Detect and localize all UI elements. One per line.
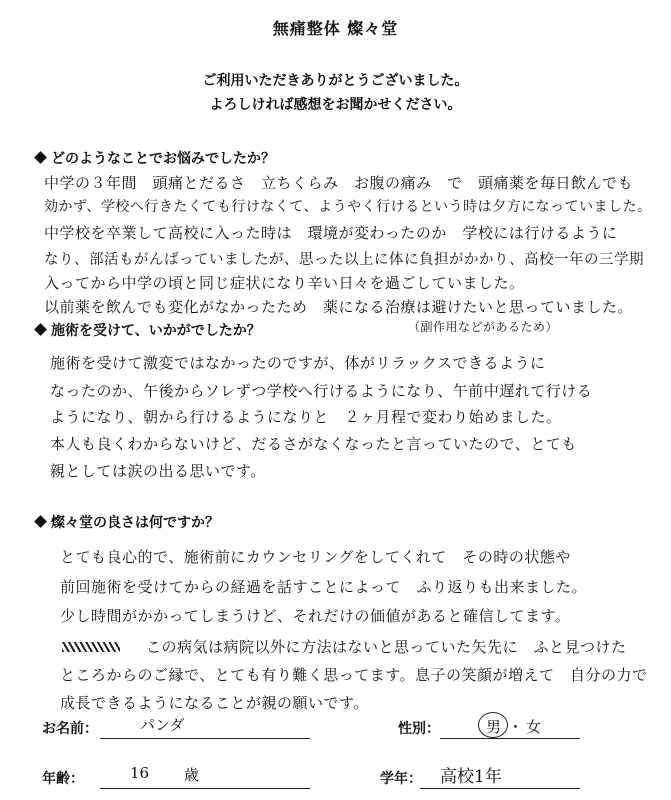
diamond-bullet-icon — [34, 151, 47, 164]
q3-answer-line: 前回施術を受けてからの経過を話すことによって ふり返りも出来ました。 — [60, 578, 588, 596]
q2-answer-line: 本人も良くわからないけど、だるさがなくなったと言っていたので、とても — [50, 435, 577, 453]
q2-answer-line: なったのか、午後からソレずつ学校へ行けるようになり、午前中遅れて行ける — [50, 382, 593, 400]
q2-heading — [36, 320, 261, 340]
gender-male-option: 男 — [486, 718, 502, 736]
name-underline — [100, 738, 310, 739]
q3-answer-line: ところからのご縁で、とても有り難く思ってます。息子の笑顔が増えて 自分の力で — [60, 666, 648, 684]
gender-female-option: 女 — [526, 718, 542, 736]
q1-heading — [36, 148, 275, 168]
q1-answer-line: 入ってから中学の頃と同じ症状になり辛い日々を過ごしていました。 — [44, 274, 525, 292]
gender-label: 性別： — [398, 721, 440, 737]
age-label: 年齢： — [42, 771, 84, 787]
q2-answer-line: 親としては涙の出る思いです。 — [50, 462, 266, 480]
q3-answer-line: とても良心的で、施術前にカウンセリングをしてくれて その時の状態や — [60, 548, 571, 566]
grade-label: 学年： — [380, 771, 422, 787]
q3-answer-line: 少し時間がかかってしまうけど、それだけの価値があると確信してます。 — [60, 607, 571, 625]
q1-answer-line: 効かず、学校へ行きたくても行けなくて、ようやく行けるという時は夕方になっていました。 — [44, 199, 652, 215]
q1-heading-text: どのようなことでお悩みでしたか？ — [51, 151, 275, 167]
age-underline — [100, 788, 310, 789]
gender-underline — [440, 738, 580, 739]
intro-line-1: ご利用いただきありがとうございました。 — [202, 73, 469, 89]
name-value: パンダ — [140, 716, 185, 734]
q1-answer-line: 以前薬を飲んでも変化がなかったため 薬になる治療は避けたいと思っていました。 — [44, 298, 634, 316]
q1-answer-line: なり、部活もがんばっていましたが、思った以上に体に負担がかかり、高校一年の三学期 — [44, 252, 644, 268]
intro-line-2: よろしければ感想をお聞かせください。 — [209, 97, 462, 113]
q2-heading-text: 施術を受けて、いかがでしたか？ — [51, 323, 261, 339]
q3-heading — [36, 512, 219, 532]
q3-answer-line: 成長できるようになることが親の願いです。 — [60, 694, 369, 712]
q3-heading-text: 燦々堂の良さは何ですか？ — [51, 515, 219, 531]
diamond-bullet-icon — [34, 515, 47, 528]
grade-underline — [420, 788, 580, 789]
age-unit: 歳 — [184, 766, 200, 784]
grade-value: 高校1年 — [440, 767, 502, 787]
q1-answer-note: （副作用などがあるため） — [408, 320, 559, 334]
clinic-title: 無痛整体 燦々堂 — [272, 19, 399, 38]
diamond-bullet-icon — [34, 323, 47, 336]
q1-answer-line: 中学の３年間 頭痛とだるさ 立ちくらみ お腹の痛み で 頭痛薬を毎日飲んでも — [44, 174, 634, 192]
crossed-out-scribble — [62, 642, 120, 652]
age-value: 16 — [130, 764, 150, 782]
q3-answer-line: この病気は病院以外に方法はないと思っていた矢先に ふと見つけた — [146, 638, 627, 656]
name-label: お名前： — [42, 721, 98, 737]
q2-answer-line: ようになり、朝から行けるようになりと ２ヶ月程で変わり始めました。 — [50, 408, 562, 426]
q2-answer-line: 施術を受けて激変ではなかったのですが、体がリラックスできるように — [50, 354, 546, 372]
q1-answer-line: 中学校を卒業して高校に入った時は 環境が変わったのか 学校には行けるように — [44, 224, 618, 242]
selected-gender-circle — [478, 712, 508, 738]
gender-separator: ・ — [508, 718, 524, 736]
